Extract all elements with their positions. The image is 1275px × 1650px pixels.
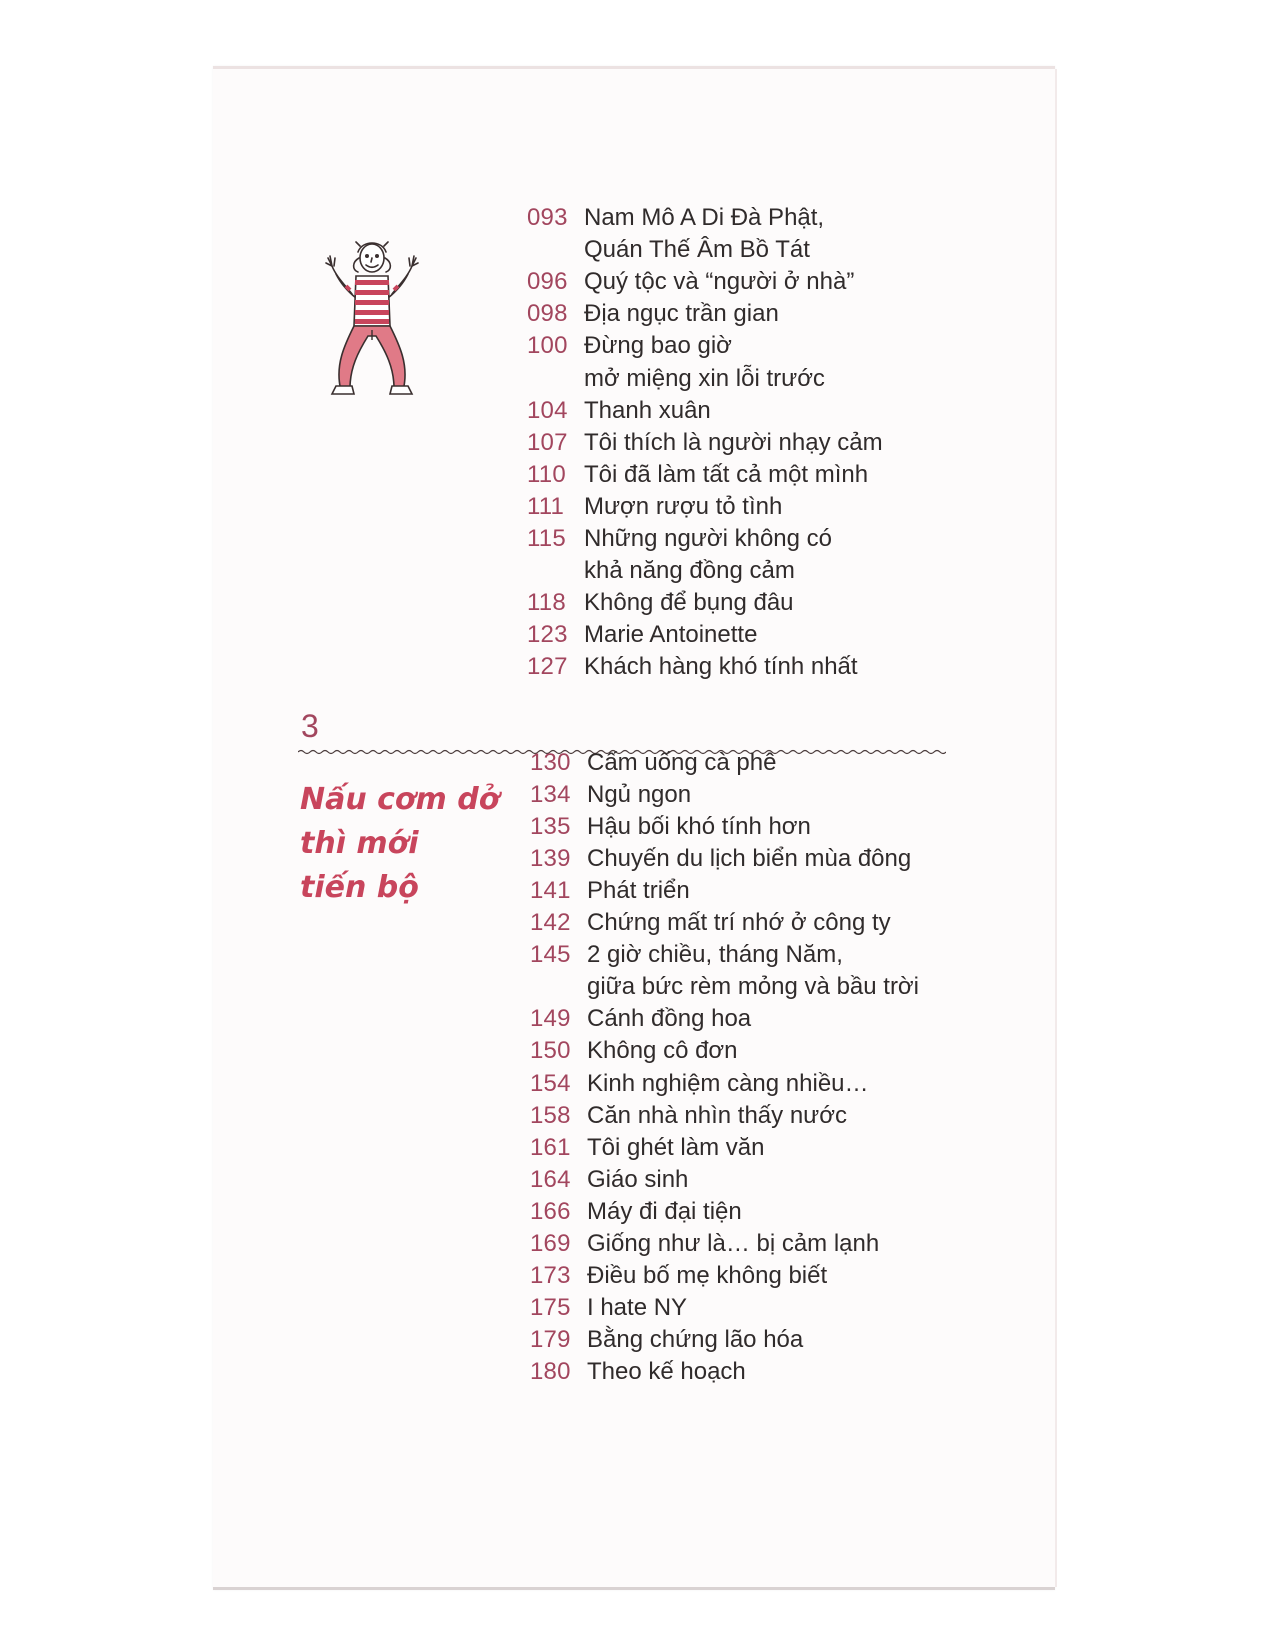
toc-entry-title: Địa ngục trần gian xyxy=(584,300,779,327)
toc-entry-title: Khách hàng khó tính nhất xyxy=(584,653,858,680)
toc-page-number: 169 xyxy=(530,1230,571,1257)
toc-entry-title: Kinh nghiệm càng nhiều… xyxy=(587,1070,869,1097)
toc-page-number: 100 xyxy=(527,332,568,359)
toc-entry-title: I hate NY xyxy=(587,1294,688,1321)
toc-page-number: 173 xyxy=(530,1262,571,1289)
toc-entry-title: khả năng đồng cảm xyxy=(584,557,795,584)
toc-page-number: 142 xyxy=(530,909,571,936)
toc-entry-title: Thanh xuân xyxy=(584,397,711,424)
toc-entry-title: Cánh đồng hoa xyxy=(587,1005,752,1032)
toc-page-number: 115 xyxy=(527,525,566,552)
toc-entry-title: Bằng chứng lão hóa xyxy=(587,1326,804,1353)
toc-entry-title: Phát triển xyxy=(587,877,690,904)
toc-entry-title: Marie Antoinette xyxy=(584,621,758,648)
toc-page-number: 180 xyxy=(530,1358,571,1385)
toc-entry-title: Căn nhà nhìn thấy nước xyxy=(587,1102,847,1129)
toc-entry-title: Những người không có xyxy=(584,525,833,552)
toc-entry-title: Theo kế hoạch xyxy=(587,1358,746,1385)
toc-page-number: 127 xyxy=(527,653,568,680)
toc-entry-title: Tôi thích là người nhạy cảm xyxy=(584,429,883,456)
toc-page-number: 161 xyxy=(530,1134,571,1161)
toc-entry-title: Điều bố mẹ không biết xyxy=(587,1262,828,1289)
toc-page-number: 175 xyxy=(530,1294,571,1321)
toc-page-number: 130 xyxy=(530,749,571,776)
toc-entry-title: Ngủ ngon xyxy=(587,781,692,808)
toc-entry-title: Mượn rượu tỏ tình xyxy=(584,493,783,520)
toc-page-number: 179 xyxy=(530,1326,571,1353)
toc-entry-title: mở miệng xin lỗi trước xyxy=(584,365,825,392)
toc-page-number: 158 xyxy=(530,1102,571,1129)
toc-entry-title: Cấm uống cà phê xyxy=(587,749,777,776)
toc-entry-title: Máy đi đại tiện xyxy=(587,1198,742,1225)
toc-page-number: 135 xyxy=(530,813,571,840)
toc-entry-title: Giáo sinh xyxy=(587,1166,689,1193)
toc-page-number: 145 xyxy=(530,941,571,968)
toc-page-number: 150 xyxy=(530,1037,571,1064)
chapter-title-line: thì mới xyxy=(300,826,419,861)
toc-entry-title: Đừng bao giờ xyxy=(584,332,732,359)
toc-entry-title: 2 giờ chiều, tháng Năm, xyxy=(587,941,843,968)
toc-page-number: 139 xyxy=(530,845,571,872)
toc-entry-title: Chứng mất trí nhớ ở công ty xyxy=(587,909,891,936)
chapter-title-line: Nấu cơm dở xyxy=(300,782,500,817)
toc-page-number: 110 xyxy=(527,461,566,488)
toc-entry-title: Không cô đơn xyxy=(587,1037,738,1064)
toc-entry-title: Quán Thế Âm Bồ Tát xyxy=(584,236,810,263)
toc-entry-title: Nam Mô A Di Đà Phật, xyxy=(584,204,825,231)
toc-entry-title: Hậu bối khó tính hơn xyxy=(587,813,811,840)
toc-page-number: 154 xyxy=(530,1070,571,1097)
toc-page-number: 166 xyxy=(530,1198,571,1225)
toc-page-number: 149 xyxy=(530,1005,571,1032)
toc-page-number: 111 xyxy=(527,493,565,520)
toc-page-number: 123 xyxy=(527,621,568,648)
toc-entry-title: Chuyến du lịch biển mùa đông xyxy=(587,845,912,872)
toc-page-number: 096 xyxy=(527,268,568,295)
toc-page-number: 104 xyxy=(527,397,568,424)
toc-entry-title: Giống như là… bị cảm lạnh xyxy=(587,1230,880,1257)
toc-page-number: 093 xyxy=(527,204,568,231)
toc-page-number: 118 xyxy=(527,589,566,616)
toc-entry-title: Không để bụng đâu xyxy=(584,589,794,616)
toc-page-number: 141 xyxy=(530,877,571,904)
chapter-number: 3 xyxy=(301,708,319,744)
toc-entry-title: giữa bức rèm mỏng và bầu trời xyxy=(587,973,920,1000)
toc-page-number: 134 xyxy=(530,781,571,808)
toc-entry-title: Tôi đã làm tất cả một mình xyxy=(584,461,869,488)
chapter-title-line: tiến bộ xyxy=(300,870,419,905)
toc-entry-title: Tôi ghét làm văn xyxy=(587,1134,765,1161)
toc-page-number: 107 xyxy=(527,429,568,456)
toc-entry-title: Quý tộc và “người ở nhà” xyxy=(584,268,855,295)
toc-page-number: 164 xyxy=(530,1166,571,1193)
toc-page-number: 098 xyxy=(527,300,568,327)
